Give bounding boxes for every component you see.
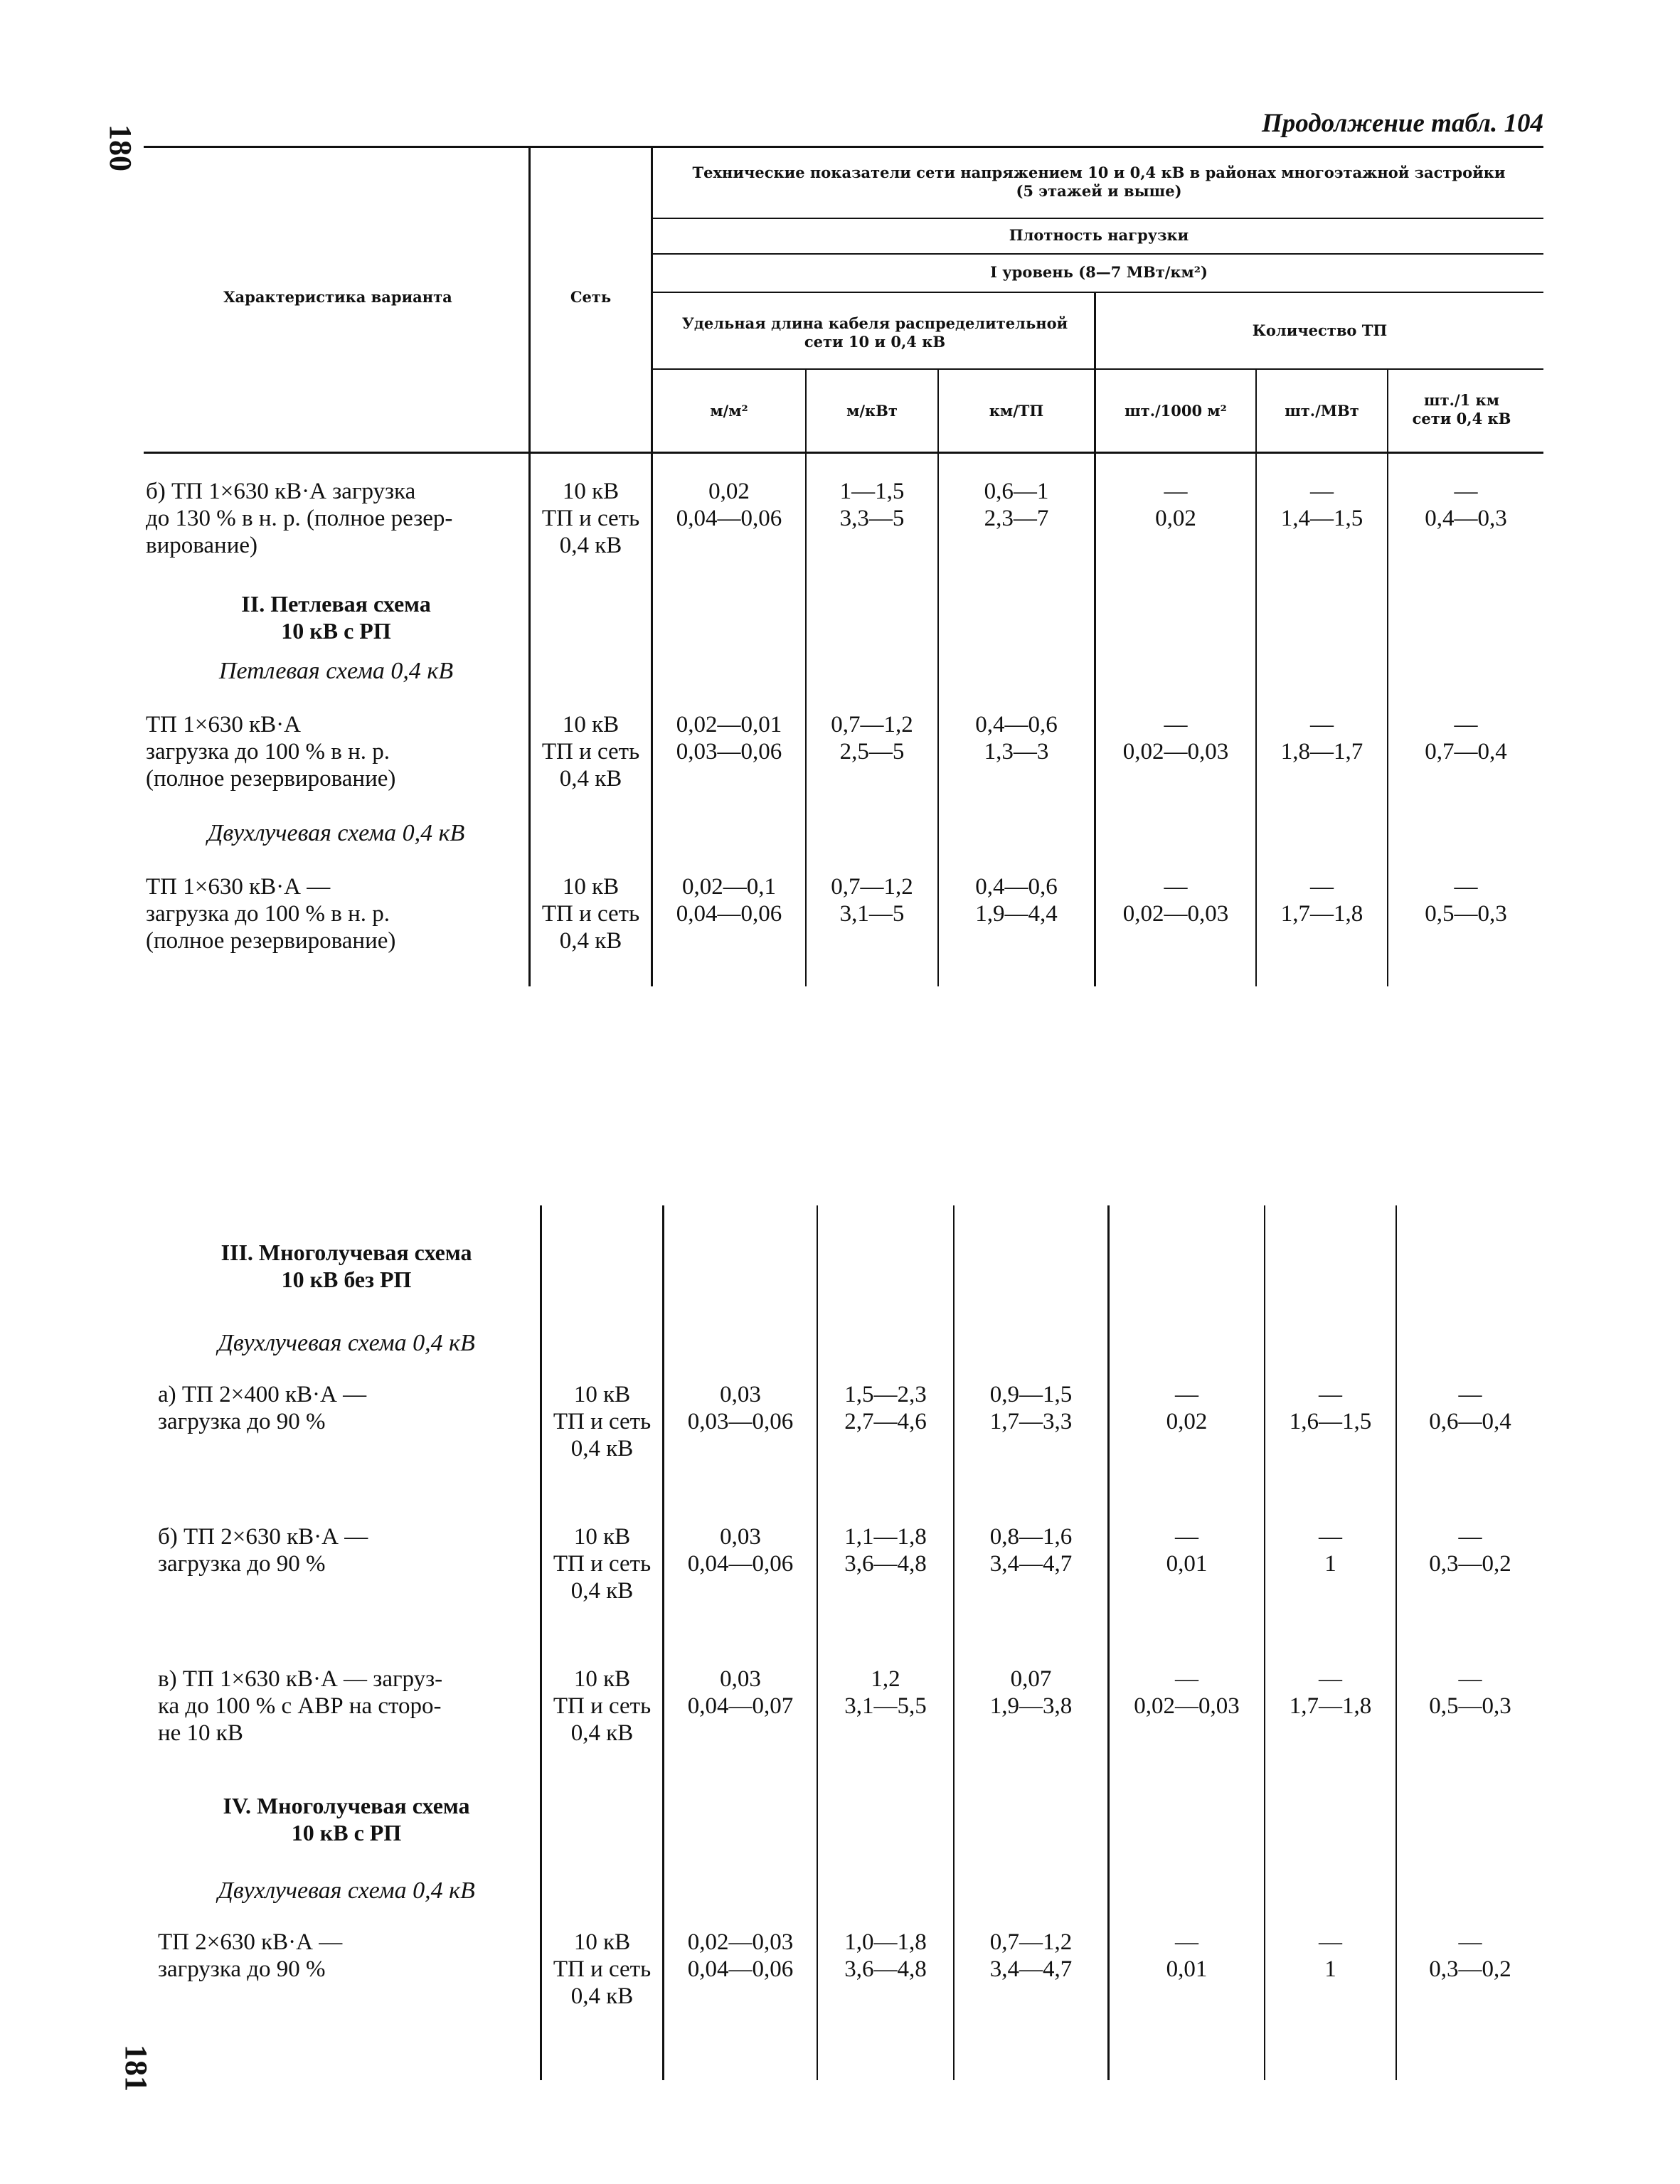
row-4-pcs-km: 0,6—0,4 — [1429, 1409, 1511, 1434]
header-col-pcs-1000: шт./1000 м² — [1125, 402, 1227, 420]
row-1-pcs-1000: 0,02 — [1155, 506, 1196, 531]
row-6-network: 10 кВ ТП и сеть 0,4 кВ — [553, 1666, 652, 1746]
row-3-pcs-mw: 1,7—1,8 — [1280, 901, 1363, 927]
row-7-m-kw: 1,0—1,8 3,6—4,8 — [844, 1929, 927, 1982]
row-4-dash-a: — — [1175, 1382, 1198, 1407]
row-2-km-tp: 0,4—0,6 1,3—3 — [975, 712, 1058, 765]
header-col-m-m2: м/м² — [710, 402, 748, 420]
row-5-pcs-mw: 1 — [1324, 1551, 1336, 1577]
row-1-dash-c: — — [1454, 479, 1478, 504]
row-3-dash-c: — — [1454, 874, 1478, 900]
page-number-top: 180 — [103, 124, 138, 171]
section-3-subtitle: Двухлучевая схема 0,4 кВ — [218, 1330, 475, 1356]
row-2-dash-c: — — [1454, 712, 1478, 737]
row-6-km-tp: 0,07 1,9—3,8 — [989, 1666, 1073, 1719]
row-1-pcs-km: 0,4—0,3 — [1425, 506, 1507, 531]
row-5-m-kw: 1,1—1,8 3,6—4,8 — [844, 1524, 927, 1577]
rule-level — [651, 253, 1543, 255]
row-5-dash-b: — — [1319, 1524, 1342, 1550]
row-2-dash-a: — — [1164, 712, 1188, 737]
row-3-desc: ТП 1×630 кВ·А — загрузка до 100 % в н. р. (полное резервирование) — [146, 874, 396, 954]
header-network: Сеть — [570, 288, 612, 306]
row-2-dash-b: — — [1310, 712, 1334, 737]
header-tp-count: Количество ТП — [1252, 321, 1388, 339]
row-3-m-kw: 0,7—1,2 3,1—5 — [831, 874, 913, 927]
row-7-desc: ТП 2×630 кВ·А — загрузка до 90 % — [158, 1929, 343, 1982]
row-4-km-tp: 0,9—1,5 1,7—3,3 — [989, 1382, 1073, 1434]
header-col-pcs-km: шт./1 км сети 0,4 кВ — [1412, 391, 1511, 427]
row-4-dash-c: — — [1458, 1382, 1482, 1407]
row-6-m-kw: 1,2 3,1—5,5 — [844, 1666, 927, 1719]
header-col-m-kw: м/кВт — [846, 402, 898, 420]
row-7-pcs-mw: 1 — [1324, 1956, 1336, 1982]
row-4-pcs-mw: 1,6—1,5 — [1289, 1409, 1372, 1434]
row-3-network: 10 кВ ТП и сеть 0,4 кВ — [541, 874, 640, 954]
header-load-density: Плотность нагрузки — [1009, 226, 1189, 244]
row-1-m-kw: 1—1,5 3,3—5 — [839, 479, 905, 531]
row-7-dash-b: — — [1319, 1929, 1342, 1955]
row-1-dash-b: — — [1310, 479, 1334, 504]
row-1-dash-a: — — [1164, 479, 1188, 504]
row-7-pcs-1000: 0,01 — [1166, 1956, 1208, 1982]
row-5-km-tp: 0,8—1,6 3,4—4,7 — [989, 1524, 1073, 1577]
vrule-1 — [528, 147, 531, 986]
row-6-dash-b: — — [1319, 1666, 1342, 1692]
section-4-title: IV. Многолучевая схема 10 кВ с РП — [223, 1793, 470, 1845]
row-2-desc: ТП 1×630 кВ·А загрузка до 100 % в н. р. (полное резервирование) — [146, 712, 396, 792]
row-3-m-m2: 0,02—0,1 0,04—0,06 — [676, 874, 782, 927]
row-7-m-m2: 0,02—0,03 0,04—0,06 — [687, 1929, 794, 1982]
row-5-desc: б) ТП 2×630 кВ·А — загрузка до 90 % — [158, 1524, 368, 1577]
row-6-pcs-1000: 0,02—0,03 — [1134, 1693, 1240, 1719]
section-2-subtitle-1: Петлевая схема 0,4 кВ — [218, 658, 454, 684]
row-7-dash-a: — — [1175, 1929, 1198, 1955]
row-1-m-m2: 0,02 0,04—0,06 — [676, 479, 782, 531]
row-7-km-tp: 0,7—1,2 3,4—4,7 — [989, 1929, 1073, 1982]
section-3-title: III. Многолучевая схема 10 кВ без РП — [220, 1240, 472, 1292]
header-tech-title: Технические показатели сети напряжением 10 и 0,4 кВ в районах многоэтажной застройки (5 этажей и выше) — [692, 164, 1506, 200]
header-level: I уровень (8—7 МВт/км²) — [990, 263, 1208, 281]
row-6-dash-a: — — [1175, 1666, 1198, 1692]
row-6-desc: в) ТП 1×630 кВ·А — загруз- ка до 100 % с АВР на сторо- не 10 кВ — [158, 1666, 443, 1746]
rule-units — [651, 368, 1543, 370]
table-continuation-title: Продолжение табл. 104 — [1262, 109, 1543, 138]
row-5-pcs-1000: 0,01 — [1166, 1551, 1208, 1577]
row-7-dash-c: — — [1458, 1929, 1482, 1955]
header-col-pcs-mw: шт./МВт — [1285, 402, 1359, 420]
row-5-pcs-km: 0,3—0,2 — [1429, 1551, 1511, 1577]
row-3-dash-b: — — [1310, 874, 1334, 900]
row-2-pcs-1000: 0,02—0,03 — [1122, 739, 1229, 765]
row-4-m-m2: 0,03 0,03—0,06 — [687, 1382, 794, 1434]
section-4-subtitle: Двухлучевая схема 0,4 кВ — [218, 1877, 475, 1904]
row-5-dash-a: — — [1175, 1524, 1198, 1550]
row-3-pcs-1000: 0,02—0,03 — [1122, 901, 1229, 927]
rule-groups — [651, 292, 1543, 293]
row-1-km-tp: 0,6—1 2,3—7 — [984, 479, 1049, 531]
row-3-pcs-km: 0,5—0,3 — [1425, 901, 1507, 927]
row-2-m-m2: 0,02—0,01 0,03—0,06 — [676, 712, 782, 765]
row-6-pcs-mw: 1,7—1,8 — [1289, 1693, 1372, 1719]
vrule-2 — [651, 147, 653, 986]
row-1-pcs-mw: 1,4—1,5 — [1280, 506, 1363, 531]
row-4-dash-b: — — [1319, 1382, 1342, 1407]
row-2-pcs-mw: 1,8—1,7 — [1280, 739, 1363, 765]
row-7-pcs-km: 0,3—0,2 — [1429, 1956, 1511, 1982]
rule-top — [144, 146, 1543, 148]
row-2-network: 10 кВ ТП и сеть 0,4 кВ — [541, 712, 640, 792]
row-6-pcs-km: 0,5—0,3 — [1429, 1693, 1511, 1719]
row-1-network: 10 кВ ТП и сеть 0,4 кВ — [541, 479, 640, 558]
row-4-network: 10 кВ ТП и сеть 0,4 кВ — [553, 1382, 652, 1461]
rule-header-bottom — [144, 452, 1543, 454]
row-5-dash-c: — — [1458, 1524, 1482, 1550]
row-1-desc: б) ТП 1×630 кВ·А загрузка до 130 % в н. р. (полное резер- вирование) — [146, 479, 453, 558]
rule-density — [651, 218, 1543, 219]
row-4-pcs-1000: 0,02 — [1166, 1409, 1208, 1434]
row-4-m-kw: 1,5—2,3 2,7—4,6 — [844, 1382, 927, 1434]
row-7-network: 10 кВ ТП и сеть 0,4 кВ — [553, 1929, 652, 2009]
section-2-subtitle-2: Двухлучевая схема 0,4 кВ — [207, 820, 465, 846]
row-6-m-m2: 0,03 0,04—0,07 — [687, 1666, 794, 1719]
row-6-dash-c: — — [1458, 1666, 1482, 1692]
row-2-pcs-km: 0,7—0,4 — [1425, 739, 1507, 765]
page-number-bottom: 181 — [119, 2045, 154, 2092]
section-2-title: II. Петлевая схема 10 кВ с РП — [241, 591, 431, 644]
row-3-km-tp: 0,4—0,6 1,9—4,4 — [975, 874, 1058, 927]
row-4-desc: а) ТП 2×400 кВ·А — загрузка до 90 % — [158, 1382, 367, 1434]
header-cable-length: Удельная длина кабеля распределительной сети 10 и 0,4 кВ — [681, 314, 1068, 351]
row-2-m-kw: 0,7—1,2 2,5—5 — [831, 712, 913, 765]
row-5-network: 10 кВ ТП и сеть 0,4 кВ — [553, 1524, 652, 1604]
header-col-km-tp: км/ТП — [989, 402, 1044, 420]
row-5-m-m2: 0,03 0,04—0,06 — [687, 1524, 794, 1577]
header-characteristic: Характеристика варианта — [223, 288, 452, 306]
row-3-dash-a: — — [1164, 874, 1188, 900]
